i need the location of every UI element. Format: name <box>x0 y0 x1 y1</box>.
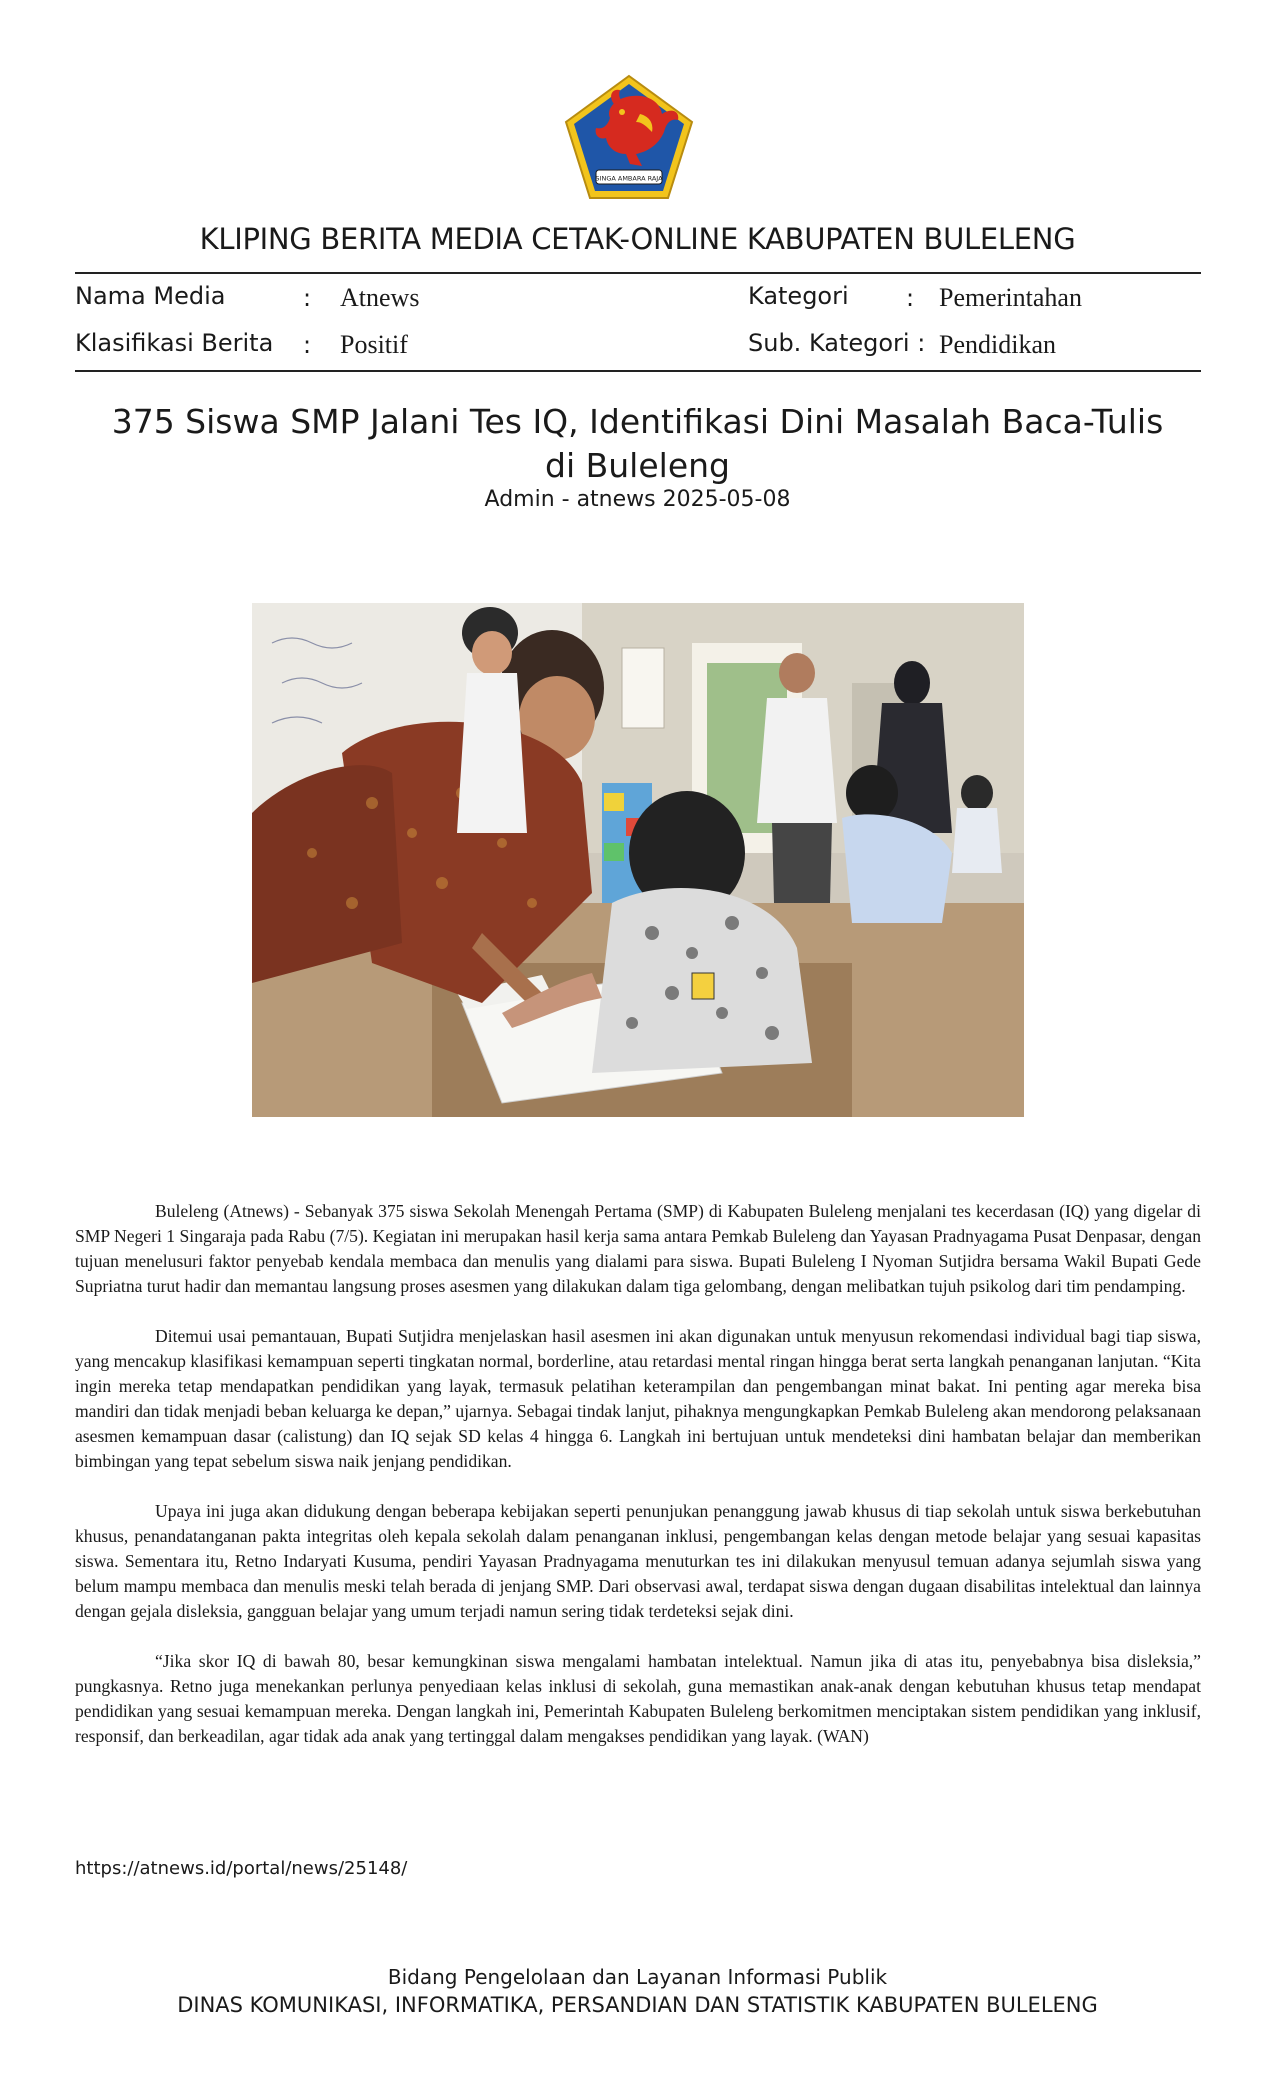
header-divider-top <box>75 272 1201 274</box>
kabupaten-logo <box>562 74 696 202</box>
media-name-value: Atnews <box>340 283 420 312</box>
news-classification-label: Klasifikasi Berita <box>75 329 274 357</box>
article-title <box>0 400 1275 488</box>
news-classification-value: Positif <box>340 330 408 359</box>
clipping-header-title: KLIPING BERITA MEDIA CETAK-ONLINE KABUPATEN BULELENG <box>199 222 1076 256</box>
article-byline: Admin - atnews 2025-05-08 <box>484 487 791 512</box>
source-url-link[interactable]: https://atnews.id/portal/news/25148/ <box>75 1858 408 1879</box>
article-paragraph: Upaya ini juga akan didukung dengan beberapa kebijakan seperti penunjukan penanggung jawab khusus di tiap sekolah untuk siswa berkebutuhan khusus, penandatanganan pakta integritas oleh kepala sekolah dalam penanganan inklusi, pengembangan kelas dengan metode belajar yang sesuai kapasitas siswa. Sementara itu, Retno Indaryati Kusuma, pendiri Yayasan Pradnyagama menuturkan tes ini dilakukan menyusul temuan adanya sejumlah siswa yang belum mampu membaca dan menulis meski telah berada di jenjang SMP. Dari observasi awal, terdapat siswa dengan dugaan disabilitas intelektual dan lainnya dengan gejala disleksia, gangguan belajar yang umum terjadi namun sering tidak terdeteksi sejak dini. <box>75 1501 1201 1621</box>
header-divider-bottom <box>75 370 1201 372</box>
article-paragraph: Buleleng (Atnews) - Sebanyak 375 siswa Sekolah Menengah Pertama (SMP) di Kabupaten Buleleng menjalani tes kecerdasan (IQ) yang digelar di SMP Negeri 1 Singaraja pada Rabu (7/5). Kegiatan ini merupakan hasil kerja sama antara Pemkab Buleleng dan Yayasan Pradnyagama Pusat Denpasar, dengan tujuan menelusuri faktor penyebab kendala membaca dan menulis yang dialami para siswa. Bupati Buleleng I Nyoman Sutjidra bersama Wakil Bupati Gede Supriatna turut hadir dan memantau langsung proses asesmen yang dilakukan dalam tiga gelombang, dengan melibatkan tujuh psikolog dari tim pendamping. <box>75 1201 1201 1296</box>
article-body <box>75 1199 1201 1774</box>
media-name-label: Nama Media <box>75 282 226 310</box>
svg-text:SINGA AMBARA RAJA: SINGA AMBARA RAJA <box>595 174 663 183</box>
news-classification-colon: : <box>303 331 312 359</box>
article-title-line-2: di Buleleng <box>545 446 730 485</box>
article-photo <box>252 603 1024 1117</box>
sub-category-label: Sub. Kategori : <box>748 329 926 357</box>
article-paragraph: Ditemui usai pemantauan, Bupati Sutjidra menjelaskan hasil asesmen ini akan digunakan untuk menyusun rekomendasi individual bagi tiap siswa, yang mencakup klasifikasi kemampuan seperti tingkatan normal, borderline, atau retardasi mental ringan hingga berat serta langkah penanganan lanjutan. “Kita ingin mereka tetap mendapatkan pendidikan yang layak, termasuk pelatihan keterampilan dan pengembangan minat bakat. Ini penting agar mereka bisa mandiri dan tidak menjadi beban keluarga ke depan,” ujarnya. Sebagai tindak lanjut, pihaknya mengungkapkan Pemkab Buleleng akan mendorong pelaksanaan asesmen kemampuan dasar (calistung) dan IQ sejak SD kelas 4 hingga 6. Langkah ini bertujuan untuk mendeteksi dini hambatan belajar dan memberikan bimbingan yang tepat sebelum siswa naik jenjang pendidikan. <box>75 1326 1201 1471</box>
footer-division-name: Bidang Pengelolaan dan Layanan Informasi Publik <box>387 1965 888 1989</box>
article-paragraph: “Jika skor IQ di bawah 80, besar kemungkinan siswa mengalami hambatan intelektual. Namun jika di atas itu, penyebabnya bisa disleksia,” pungkasnya. Retno juga menekankan perlunya penyediaan kelas inklusi di sekolah, guna memastikan anak-anak dengan kebutuhan khusus tetap mendapat pendidikan yang sesuai kemampuan mereka. Dengan langkah ini, Pemerintah Kabupaten Buleleng berkomitmen menciptakan sistem pendidikan yang inklusif, responsif, dan berkeadilan, agar tidak ada anak yang tertinggal dalam mengakses pendidikan yang layak. (WAN) <box>75 1651 1201 1746</box>
category-value: Pemerintahan <box>939 283 1082 312</box>
category-label: Kategori <box>748 282 849 310</box>
media-name-colon: : <box>303 284 312 312</box>
footer-agency-name: DINAS KOMUNIKASI, INFORMATIKA, PERSANDIAN DAN STATISTIK KABUPATEN BULELENG <box>177 1993 1098 2017</box>
category-colon: : <box>906 284 915 312</box>
article-title-line-1: 375 Siswa SMP Jalani Tes IQ, Identifikasi Dini Masalah Baca-Tulis <box>111 402 1164 441</box>
sub-category-value: Pendidikan <box>939 330 1056 359</box>
